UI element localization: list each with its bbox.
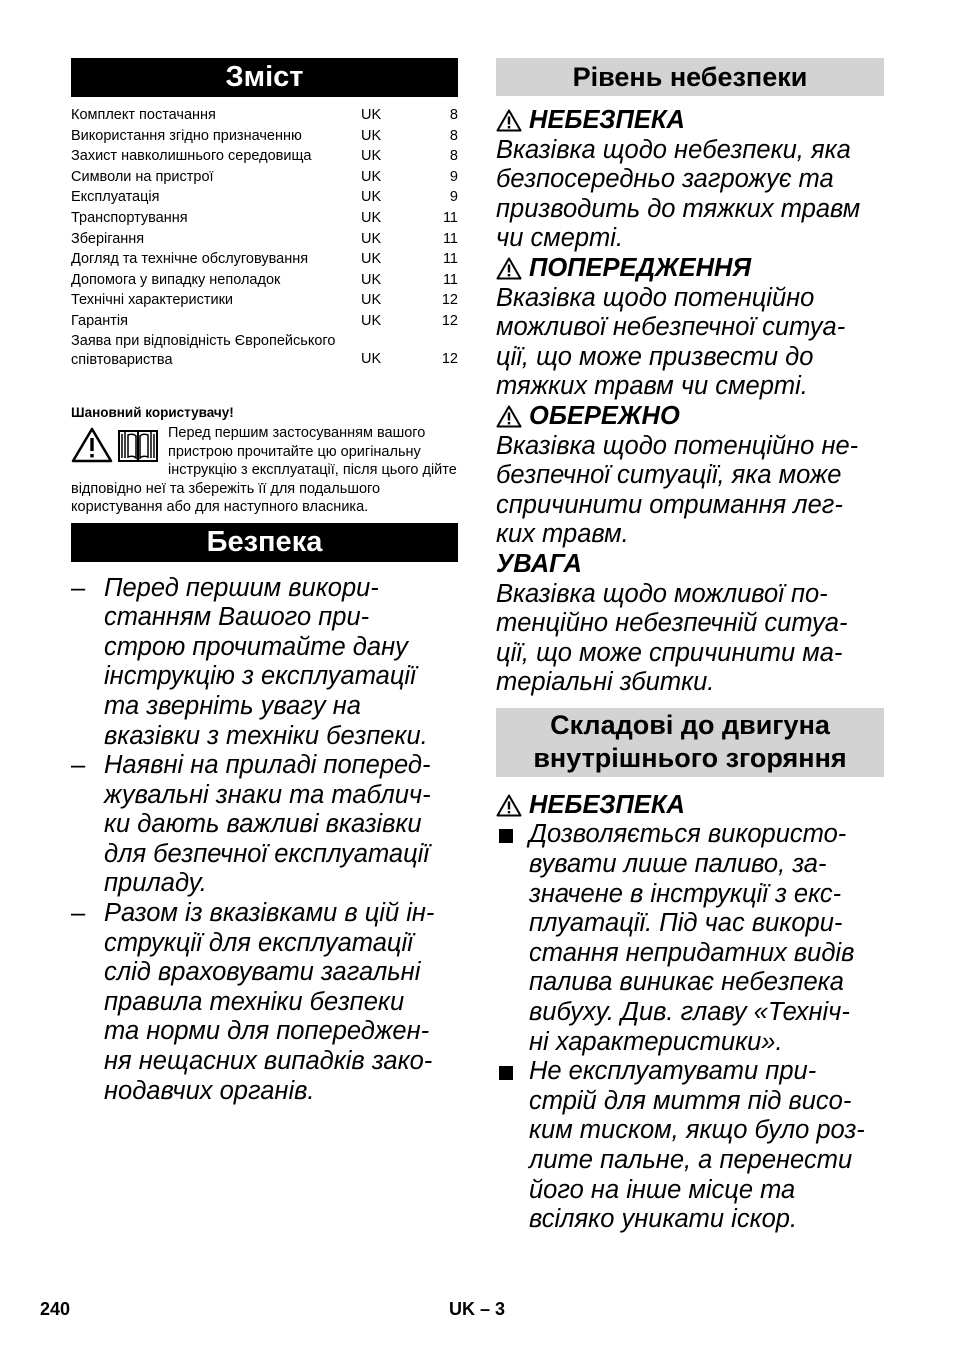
danger-level-heading — [496, 550, 884, 580]
engine-parts-list — [496, 820, 884, 1234]
danger-level-heading — [496, 402, 884, 432]
engine-parts-title-line1: Складові до двигуна — [550, 709, 830, 740]
danger-level-label: ОБЕРЕЖНО — [529, 401, 680, 430]
toc-entry-page: 9 — [449, 168, 458, 185]
toc-entry-lang: UK — [361, 127, 382, 144]
toc-entry-lang: UK — [361, 168, 382, 185]
dash-bullet: – — [71, 899, 86, 928]
description-line: ції, що може спричинити ма- — [496, 638, 843, 667]
dear-user-block — [71, 404, 458, 517]
toc-entry-title: Символи на пристрої — [71, 168, 214, 185]
toc-row — [71, 187, 458, 208]
warning-triangle-icon — [71, 427, 113, 463]
toc-row — [71, 229, 458, 250]
danger-level-label: ПОПЕРЕДЖЕННЯ — [529, 253, 752, 282]
manual-icons — [71, 427, 162, 463]
warning-triangle-icon — [496, 405, 522, 428]
toc-row — [71, 332, 458, 370]
danger-level-heading — [496, 106, 884, 136]
danger-level-entry — [496, 402, 884, 550]
toc-entry-title: Гарантія — [71, 312, 128, 329]
safety-item-line: Наявні на приладі поперед- — [104, 751, 431, 780]
description-line: теріальні збитки. — [496, 668, 715, 697]
toc-row — [71, 270, 458, 291]
description-line: призводить до тяжких травм — [496, 194, 861, 223]
engine-item-line: ні характеристики». — [529, 1027, 783, 1056]
warning-triangle-icon — [496, 794, 522, 817]
danger-level-entry — [496, 550, 884, 698]
description-line: спричинити отримання лег- — [496, 490, 843, 519]
engine-item-line: Дозволяється використо- — [529, 820, 847, 849]
toc-row — [71, 208, 458, 229]
toc-entry-lang: UK — [361, 209, 382, 226]
toc-row — [71, 249, 458, 270]
toc-entry-lang: UK — [361, 292, 382, 309]
page-number: 240 — [40, 1299, 71, 1319]
warning-triangle-icon — [496, 109, 522, 132]
toc-entry-title: Зберігання — [71, 230, 145, 247]
square-bullet-icon — [499, 829, 513, 843]
description-line: ції, що може призвести до — [496, 342, 814, 371]
dear-user-text: Перед першим застосуванням вашого пристрою прочитайте цю оригінальну інструкцію з експлуатації, після цього дійте відповідно неї та збережіть її для подальшого користування або для наступного власника. — [71, 425, 457, 516]
toc-entry-lang: UK — [361, 230, 382, 247]
engine-parts-title-line2: внутрішнього згоряння — [533, 742, 847, 773]
safety-item-line: станням Вашого при- — [104, 603, 370, 632]
open-book-icon — [117, 427, 159, 463]
section-label: UK – 3 — [448, 1299, 506, 1319]
toc-row — [71, 311, 458, 332]
danger-level-description — [496, 580, 884, 698]
right-column — [496, 58, 884, 1235]
safety-item-line: приладу. — [104, 869, 207, 898]
dash-bullet: – — [71, 751, 86, 780]
toc-entry-page: 9 — [449, 189, 458, 206]
table-of-contents — [71, 105, 458, 370]
toc-entry-page: 12 — [441, 350, 458, 367]
danger-level-entry — [496, 254, 884, 402]
toc-entry-title: Захист навколишнього середовища — [71, 148, 312, 165]
toc-entry-title: Допомога у випадку неполадок — [71, 271, 281, 288]
description-line: Вказівка щодо можливої по- — [496, 579, 828, 608]
toc-entry-title: Використання згідно призначенню — [71, 127, 302, 144]
description-line: Вказівка щодо небезпеки, яка — [496, 135, 851, 164]
safety-item-line: строю прочитайте дану — [104, 632, 408, 661]
warning-triangle-icon — [496, 257, 522, 280]
danger-level-label: НЕБЕЗПЕКА — [529, 106, 685, 134]
dear-user-heading: Шановний користувачу! — [71, 404, 234, 420]
toc-entry-page: 11 — [442, 271, 458, 288]
danger-level-heading — [496, 254, 884, 284]
description-line: Вказівка щодо потенційно — [496, 283, 815, 312]
toc-entry-title — [71, 332, 361, 370]
toc-entry-title: Комплект постачання — [71, 107, 216, 123]
danger-levels-list — [496, 106, 884, 698]
description-line: ких травм. — [496, 520, 629, 549]
safety-item-line: та зверніть увагу на — [104, 691, 361, 720]
engine-item-line: всіляко уникати іскор. — [529, 1205, 798, 1234]
safety-item-line: ки дають важливі вказівки — [104, 810, 422, 839]
safety-item-line: правила техніки безпеки — [104, 987, 405, 1016]
dash-bullet: – — [71, 573, 86, 602]
safety-item-line: струкції для експлуатації — [104, 928, 413, 957]
description-line: можливої небезпечної ситуа- — [496, 313, 846, 342]
engine-item — [496, 820, 884, 1057]
toc-row — [71, 146, 458, 167]
toc-entry-page: 11 — [442, 209, 458, 226]
safety-item — [71, 574, 458, 752]
engine-item — [496, 1057, 884, 1235]
engine-item-line: стрій для миття під висо- — [529, 1086, 852, 1115]
toc-entry-lang: UK — [361, 107, 382, 123]
description-line: безпечної ситуації, яка може — [496, 461, 842, 490]
description-line: Вказівка щодо потенційно не- — [496, 431, 859, 460]
contents-title: Зміст — [71, 58, 458, 97]
engine-danger-heading — [496, 791, 884, 821]
description-line: тяжких травм чи смерті. — [496, 372, 808, 401]
toc-row — [71, 167, 458, 188]
square-bullet-icon — [499, 1066, 513, 1080]
danger-level-entry — [496, 106, 884, 254]
safety-item-line: вказівки з техніки безпеки. — [104, 721, 428, 750]
safety-item-line: Перед першим викори- — [104, 573, 379, 602]
safety-item-line: нодавчих органів. — [104, 1076, 315, 1105]
toc-entry-title-line1: Заява при відповідність Європейського — [71, 332, 336, 349]
safety-item-line: слід враховувати загальні — [104, 958, 421, 987]
toc-row — [71, 105, 458, 126]
danger-level-label: УВАГА — [496, 549, 582, 578]
toc-entry-page: 8 — [449, 148, 458, 165]
engine-item-line: стання непридатних видів — [529, 938, 855, 967]
engine-item-line: палива виникає небезпека — [529, 968, 844, 997]
danger-level-description — [496, 432, 884, 550]
safety-item-line: інструкцію з експлуатації — [104, 662, 416, 691]
toc-row — [71, 290, 458, 311]
toc-entry-page: 11 — [442, 230, 458, 247]
toc-entry-lang: UK — [361, 271, 382, 288]
toc-row — [71, 126, 458, 147]
engine-item-line: його на інше місце та — [529, 1175, 796, 1204]
safety-list — [71, 574, 458, 1107]
safety-item-line: та норми для попереджен- — [104, 1017, 430, 1046]
toc-entry-title-line2: співтовариства — [71, 351, 173, 368]
toc-entry-page: 12 — [441, 292, 458, 309]
toc-entry-page: 8 — [449, 127, 458, 144]
engine-item-line: вибуху. Див. главу «Техніч- — [529, 998, 850, 1027]
danger-level-description — [496, 136, 884, 254]
toc-entry-page: 12 — [441, 312, 458, 329]
engine-danger-label: НЕБЕЗПЕКА — [529, 790, 685, 819]
toc-entry-title: Експлуатація — [71, 189, 160, 206]
toc-entry-page: 8 — [449, 107, 458, 123]
toc-entry-title: Транспортування — [71, 209, 188, 226]
engine-item-line: плуатації. Під час викори- — [529, 909, 843, 938]
danger-level-description — [496, 284, 884, 402]
safety-item-line: ня нещасних випадків зако- — [104, 1047, 433, 1076]
engine-item-line: Не експлуатувати при- — [529, 1057, 817, 1086]
engine-parts-title — [496, 708, 884, 777]
safety-item — [71, 899, 458, 1106]
toc-entry-lang: UK — [361, 189, 382, 206]
description-line: тенційно небезпечній ситуа- — [496, 609, 848, 638]
safety-item-line: жувальні знаки та таблич- — [104, 780, 431, 809]
description-line: безпосередньо загрожує та — [496, 165, 834, 194]
engine-item-line: ким тиском, якщо було роз- — [529, 1116, 865, 1145]
toc-entry-page: 11 — [442, 251, 458, 268]
engine-item-line: значене в інструкції з екс- — [529, 879, 842, 908]
engine-item-line: вувати лише паливо, за- — [529, 850, 827, 879]
toc-entry-lang: UK — [361, 148, 382, 165]
toc-entry-lang: UK — [361, 350, 382, 367]
safety-item — [71, 751, 458, 899]
toc-entry-lang: UK — [361, 312, 382, 329]
toc-entry-title: Технічні характеристики — [71, 292, 234, 309]
safety-item-line: Разом із вказівками в цій ін- — [104, 899, 435, 928]
engine-item-line: лите пальне, а перенести — [529, 1146, 853, 1174]
safety-title: Безпека — [71, 523, 458, 562]
toc-entry-lang: UK — [361, 251, 382, 268]
toc-entry-title: Догляд та технічне обслуговування — [71, 251, 309, 268]
left-column — [71, 58, 458, 1106]
description-line: чи смерті. — [496, 224, 624, 253]
safety-item-line: для безпечної експлуатації — [104, 839, 430, 868]
danger-levels-title: Рівень небезпеки — [496, 58, 884, 96]
